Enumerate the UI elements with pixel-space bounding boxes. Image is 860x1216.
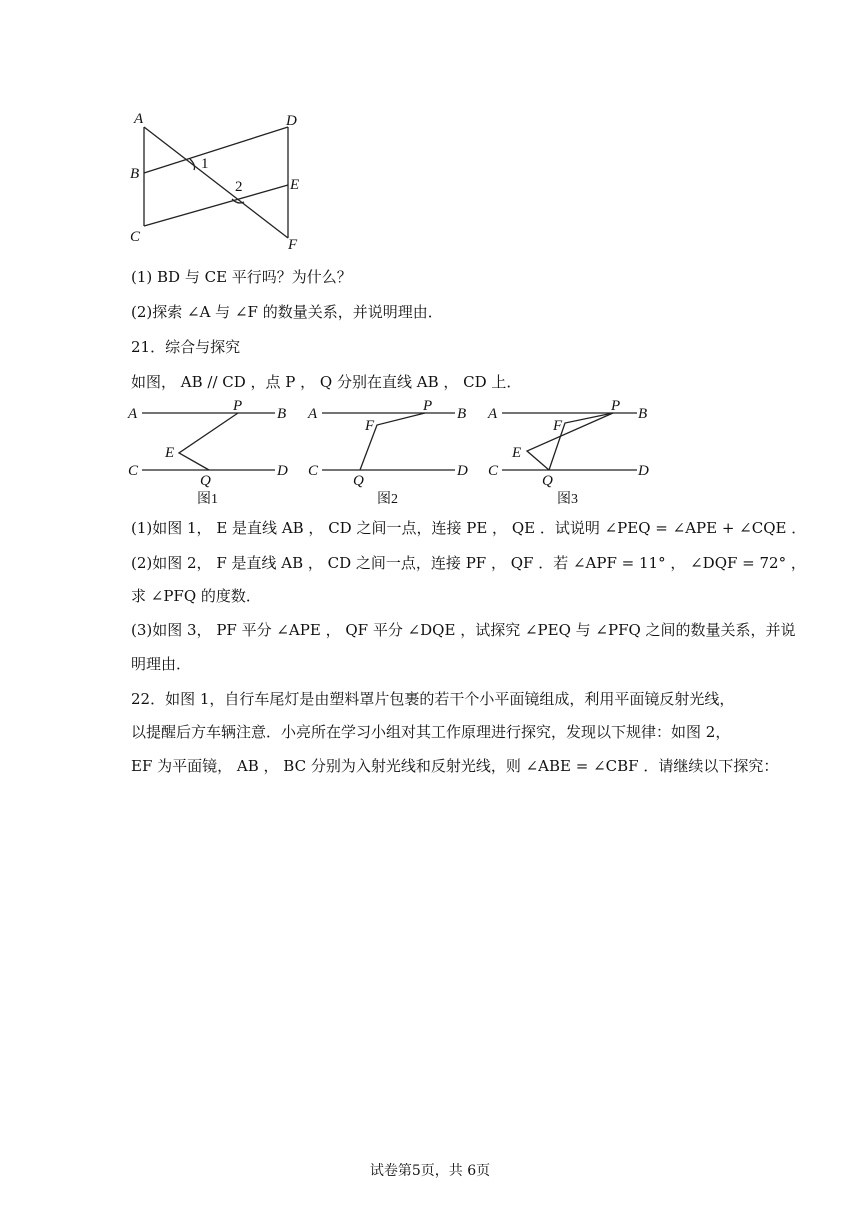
figure-parallel-lines — [120, 105, 320, 255]
fig3-caption: 图3 — [557, 492, 578, 507]
segment-AF — [144, 127, 288, 238]
question-20-part-1: (1) BD 与 CE 平行吗？为什么？ — [131, 268, 352, 286]
fig3-label-P: P — [611, 398, 621, 414]
fig3-label-B: B — [638, 406, 648, 422]
fig3-label-Q: Q — [542, 473, 553, 489]
question-21-part-1: (1)如图 1， E 是直线 AB ， CD 之间一点，连接 PE ， QE ．试说明 ∠PEQ = ∠APE + ∠CQE ． — [131, 519, 807, 537]
fig1-label-Q: Q — [200, 473, 211, 489]
figure-1 — [125, 395, 295, 510]
label-A: A — [134, 111, 144, 127]
question-21-part-3-line-1: (3)如图 3， PF 平分 ∠APE ， QF 平分 ∠DQE ，试探究 ∠PEQ 与 ∠PFQ 之间的数量关系，并说 — [131, 621, 796, 639]
fig1-label-A: A — [128, 406, 138, 422]
label-F: F — [288, 237, 298, 253]
fig3-label-E: E — [512, 445, 522, 461]
figure-2 — [305, 395, 475, 510]
fig2-label-A: A — [308, 406, 318, 422]
label-E: E — [290, 177, 300, 193]
label-B: B — [130, 166, 140, 182]
question-22-line-1: 22．如图 1，自行车尾灯是由塑料罩片包裹的若干个小平面镜组成，利用平面镜反射光线， — [131, 690, 735, 708]
angle-1-label: 1 — [201, 156, 209, 172]
fig1-label-B: B — [277, 406, 287, 422]
question-21-part-2-line-2: 求 ∠PFQ 的度数． — [131, 587, 261, 605]
question-22-line-2: 以提醒后方车辆注意．小亮所在学习小组对其工作原理进行探究，发现以下规律：如图 2， — [131, 723, 731, 741]
question-21-intro: 如图， AB // CD ，点 P ， Q 分别在直线 AB ， CD 上． — [131, 373, 522, 391]
fig2-label-P: P — [423, 398, 433, 414]
segment-CE — [144, 185, 288, 226]
fig3-label-A: A — [488, 406, 498, 422]
page-footer: 试卷第5页，共 6页 — [369, 1163, 491, 1179]
fig1-label-D: D — [277, 463, 288, 479]
fig3-label-D: D — [638, 463, 649, 479]
fig1-label-E: E — [165, 445, 175, 461]
question-20-part-2: (2)探索 ∠A 与 ∠F 的数量关系，并说明理由． — [131, 303, 443, 321]
question-21-title: 21．综合与探究 — [131, 338, 241, 356]
fig1-label-P: P — [233, 398, 243, 414]
fig2-label-C: C — [308, 463, 319, 479]
question-22-line-3: EF 为平面镜， AB ， BC 分别为入射光线和反射光线，则 ∠ABE = ∠CBF ．请继续以下探究： — [131, 757, 779, 775]
fig1-label-C: C — [128, 463, 139, 479]
fig2-label-F: F — [365, 418, 375, 434]
angle-2-label: 2 — [235, 179, 243, 195]
label-D: D — [286, 113, 297, 129]
fig2-label-D: D — [457, 463, 468, 479]
label-C: C — [130, 229, 141, 245]
question-21-part-3-line-2: 明理由． — [131, 655, 192, 673]
fig3-label-C: C — [488, 463, 499, 479]
fig2-label-B: B — [457, 406, 467, 422]
fig3-label-F: F — [553, 418, 563, 434]
fig1-caption: 图1 — [197, 492, 218, 507]
fig2-label-Q: Q — [353, 473, 364, 489]
figure-3 — [485, 395, 660, 510]
question-21-part-2-line-1: (2)如图 2， F 是直线 AB ， CD 之间一点，连接 PF ， QF ．若 ∠APF = 11° ， ∠DQF = 72° ， — [131, 554, 806, 572]
fig2-caption: 图2 — [377, 492, 398, 507]
segment-BD — [144, 127, 288, 173]
